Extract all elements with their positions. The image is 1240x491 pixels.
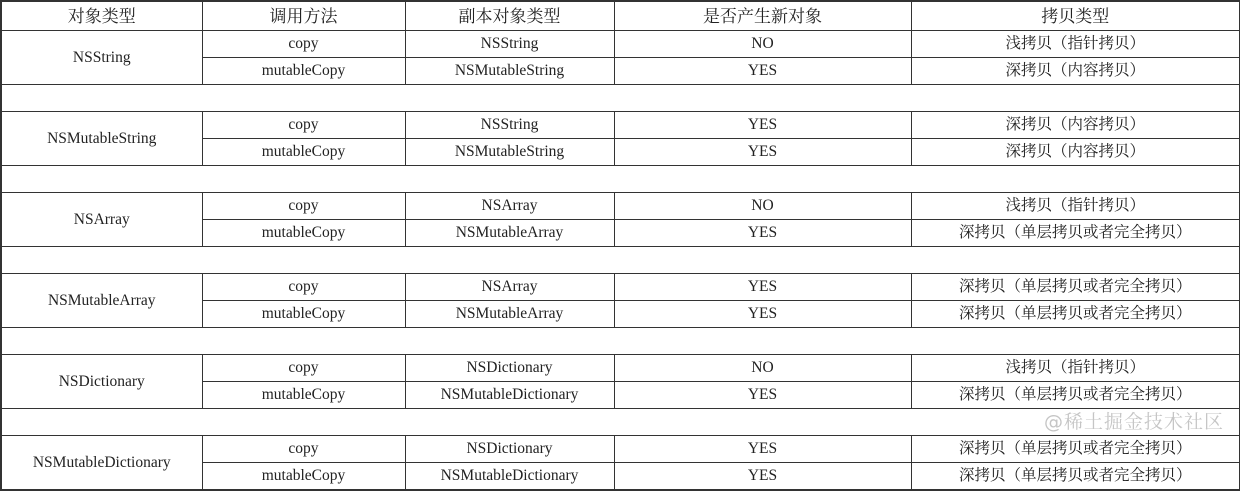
table-row [1,193,1240,220]
table-row [1,274,1240,301]
copy-object-type-cell: NSDictionary [405,355,614,382]
copy-object-type-cell: NSArray [405,274,614,301]
copy-kind-cell: 深拷贝（单层拷贝或者完全拷贝） [911,382,1240,409]
blank-cell [1,85,1240,112]
copy-object-type-cell: NSMutableString [405,58,614,85]
method-cell: copy [202,112,405,139]
new-object-cell: YES [614,463,911,491]
object-type-cell: NSString [1,31,202,85]
method-cell: copy [202,193,405,220]
new-object-cell: YES [614,274,911,301]
copy-object-type-cell: NSMutableDictionary [405,382,614,409]
object-type-cell: NSArray [1,193,202,247]
spacer-row [1,328,1240,355]
copy-object-type-cell: NSMutableDictionary [405,463,614,491]
copy-kind-cell: 浅拷贝（指针拷贝） [911,193,1240,220]
new-object-cell: NO [614,355,911,382]
copy-kind-cell: 深拷贝（单层拷贝或者完全拷贝） [911,301,1240,328]
method-cell: mutableCopy [202,220,405,247]
copy-object-type-cell: NSMutableArray [405,220,614,247]
copy-kind-cell: 深拷贝（单层拷贝或者完全拷贝） [911,220,1240,247]
new-object-cell: YES [614,58,911,85]
method-cell: copy [202,436,405,463]
copy-object-type-cell: NSString [405,31,614,58]
new-object-cell: YES [614,436,911,463]
new-object-cell: YES [614,112,911,139]
new-object-cell: YES [614,382,911,409]
copy-kind-cell: 浅拷贝（指针拷贝） [911,355,1240,382]
header-new-object: 是否产生新对象 [614,1,911,31]
new-object-cell: NO [614,31,911,58]
copy-kind-cell: 深拷贝（内容拷贝） [911,112,1240,139]
method-cell: copy [202,355,405,382]
blank-cell [1,247,1240,274]
copy-object-type-cell: NSMutableString [405,139,614,166]
method-cell: mutableCopy [202,301,405,328]
spacer-row [1,85,1240,112]
spacer-row [1,247,1240,274]
copy-object-type-cell: NSDictionary [405,436,614,463]
copy-object-type-cell: NSString [405,112,614,139]
copy-kind-cell: 深拷贝（单层拷贝或者完全拷贝） [911,463,1240,491]
object-type-cell: NSMutableDictionary [1,436,202,491]
copy-kind-cell: 浅拷贝（指针拷贝） [911,31,1240,58]
method-cell: mutableCopy [202,382,405,409]
spacer-row [1,166,1240,193]
table-row [1,355,1240,382]
method-cell: mutableCopy [202,58,405,85]
new-object-cell: YES [614,301,911,328]
object-type-cell: NSMutableArray [1,274,202,328]
header-copy-kind: 拷贝类型 [911,1,1240,31]
header-copy-object-type: 副本对象类型 [405,1,614,31]
blank-cell [1,328,1240,355]
copy-kind-cell: 深拷贝（内容拷贝） [911,139,1240,166]
method-cell: mutableCopy [202,463,405,491]
object-type-cell: NSDictionary [1,355,202,409]
watermark: @稀土掘金技术社区 [1043,411,1224,433]
header-method: 调用方法 [202,1,405,31]
method-cell: mutableCopy [202,139,405,166]
new-object-cell: YES [614,139,911,166]
table-row [1,436,1240,463]
copy-kind-cell: 深拷贝（单层拷贝或者完全拷贝） [911,436,1240,463]
table-row [1,31,1240,58]
copy-kind-cell: 深拷贝（内容拷贝） [911,58,1240,85]
method-cell: copy [202,31,405,58]
table-row [1,112,1240,139]
method-cell: copy [202,274,405,301]
copy-object-type-cell: NSMutableArray [405,301,614,328]
blank-cell [1,166,1240,193]
new-object-cell: NO [614,193,911,220]
new-object-cell: YES [614,220,911,247]
header-row [1,1,1240,31]
object-type-cell: NSMutableString [1,112,202,166]
header-object-type: 对象类型 [1,1,202,31]
copy-object-type-cell: NSArray [405,193,614,220]
copy-kind-cell: 深拷贝（单层拷贝或者完全拷贝） [911,274,1240,301]
